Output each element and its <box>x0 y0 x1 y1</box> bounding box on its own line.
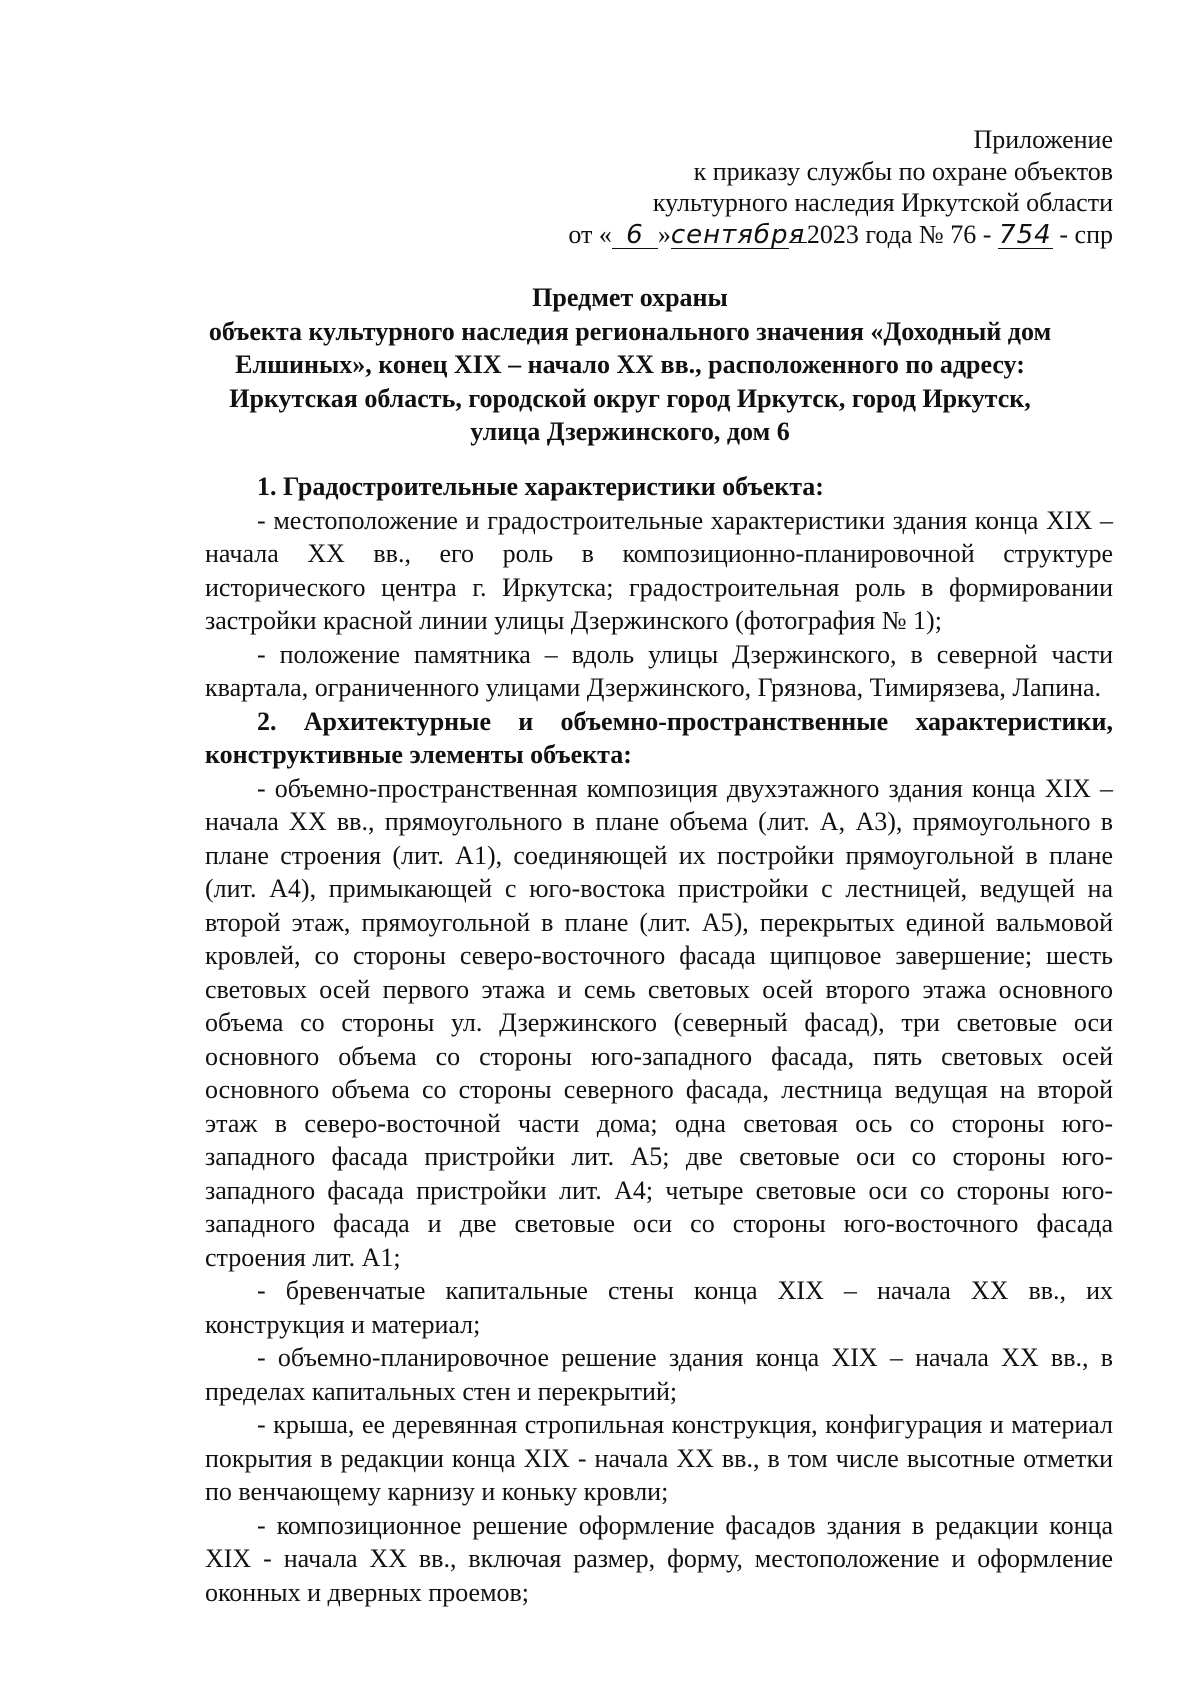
title-line-1: Предмет охраны <box>532 283 728 312</box>
section-2-heading: 2. Архитектурные и объемно-пространственные характеристики, конструктивные элементы объекта: <box>205 706 1113 769</box>
section-2-item: - объемно-пространственная композиция двухэтажного здания конца XIX – начала XX вв., прямоугольного в плане объема (лит. А, А3), прямоугольного в плане строения (лит. А1), соединяющей их постройки прямоугольной в плане (лит. А4), примыкающей с юго-востока пристройки с лестницей, ведущей на второй этаж, прямоугольной в плане (лит. А5), перекрытых единой вальмовой кровлей, со стороны северо-восточного фасада щипцовое завершение; шесть световых осей первого этажа и семь световых осей второго этажа основного объема со стороны ул. Дзержинского (северный фасад), три световые оси основного объема со стороны юго-западного фасада, пять световых осей основного объема со стороны северного фасада, лестница ведущая на второй этаж в северо-восточной части дома; одна световая ось со стороны юго-западного фасада пристройки лит. А5; две световые оси со стороны юго-западного фасада пристройки лит. А4; четыре световые оси со стороны юго-западного фасада и две световые оси со стороны юго-восточного фасада строения лит. А1; <box>205 773 1113 1272</box>
approval-line-2: к приказу службы по охране объектов <box>693 156 1113 186</box>
section-2-item: - композиционное решение оформление фасадов здания в редакции конца XIX - начала XX вв., включая размер, форму, местоположение и оформление оконных и дверных проемов; <box>205 1510 1113 1607</box>
title-line-3: Елшиных», конец XIX – начало XX вв., расположенного по адресу: <box>235 350 1025 379</box>
section-1-item: - местоположение и градостроительные характеристики здания конца XIX – начала XX вв., его роль в композиционно-планировочной структуре исторического центра г. Иркутска; градостроительная роль в формировании застройки красной линии улицы Дзержинского (фотография № 1); <box>205 505 1113 635</box>
handwritten-number: 754 <box>999 219 1052 250</box>
approval-block <box>568 124 1113 250</box>
section-1-heading: 1. Градостроительные характеристики объекта: <box>257 472 824 501</box>
date-mid: » <box>657 219 671 249</box>
year-text: 2023 года № 76 - <box>806 219 992 249</box>
title-line-5: улица Дзержинского, дом 6 <box>470 417 790 446</box>
date-underline <box>789 242 807 243</box>
document-title <box>180 281 1080 449</box>
approval-line-3: культурного наследия Иркутской области <box>652 188 1113 217</box>
section-2-item: - объемно-планировочное решение здания конца XIX – начала XX вв., в пределах капитальных стен и перекрытий; <box>205 1343 1113 1406</box>
date-prefix: от « <box>568 219 612 249</box>
handwritten-day: 6 <box>612 222 658 249</box>
document-body <box>205 470 1113 1609</box>
section-2-item: - крыша, ее деревянная стропильная конструкция, конфигурация и материал покрытия в редакции конца XIX - начала XX вв., в том числе высотные отметки по венчающему карнизу и коньку кровли; <box>205 1410 1113 1506</box>
handwritten-month: сентября <box>670 219 806 250</box>
number-suffix: - спр <box>1059 219 1113 249</box>
section-1-item: - положение памятника – вдоль улицы Дзержинского, в северной части квартала, ограниченного улицами Дзержинского, Грязнова, Тимирязева, Лапина. <box>205 639 1113 702</box>
approval-date-line <box>568 219 1113 251</box>
section-2-item: - бревенчатые капитальные стены конца XIX – начала XX вв., их конструкция и материал; <box>205 1276 1113 1339</box>
title-line-4: Иркутская область, городской округ город Иркутск, город Иркутск, <box>229 383 1031 413</box>
approval-line-1: Приложение <box>973 125 1113 154</box>
title-line-2: объекта культурного наследия регионального значения «Доходный дом <box>208 316 1052 346</box>
